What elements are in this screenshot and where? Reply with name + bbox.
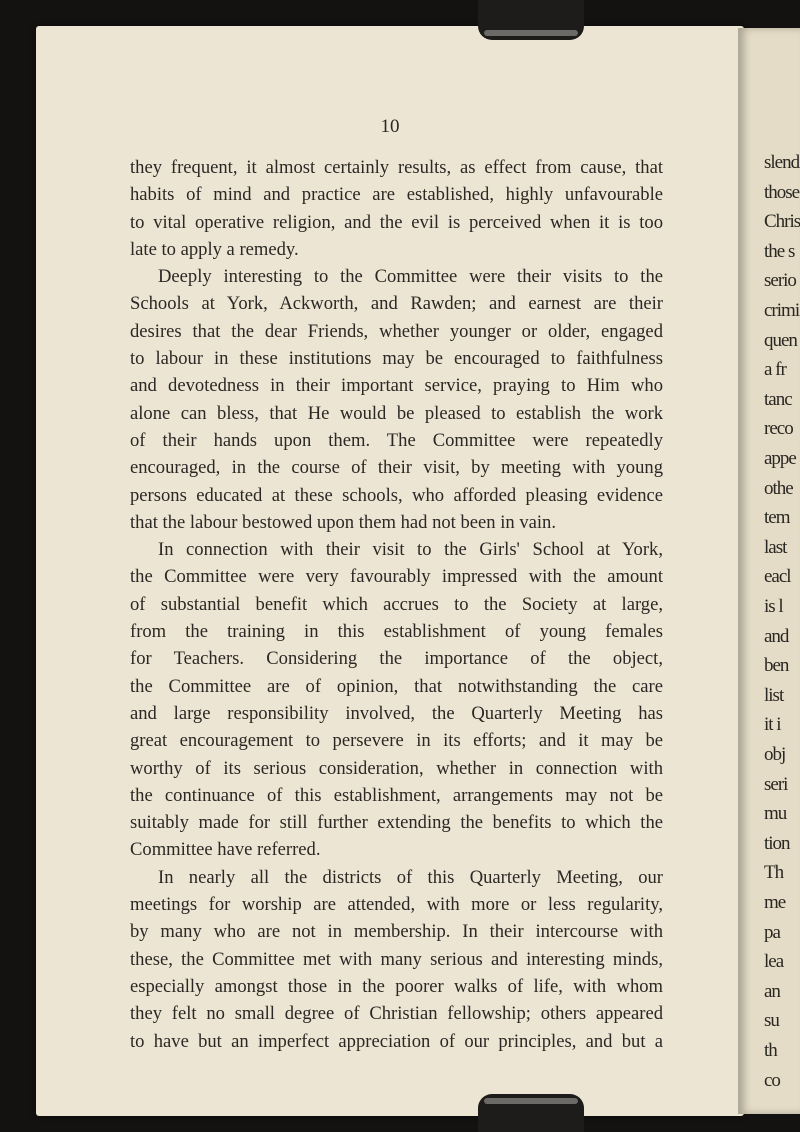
adjacent-page-word: othe [764, 477, 793, 499]
page-body-text [130, 154, 663, 1055]
binder-clip-top [478, 0, 584, 40]
adjacent-page-word: crimi [764, 300, 800, 321]
text-line: meetings for worship are attended, with more or less regularity, [130, 894, 663, 916]
adjacent-page-word: a fr [764, 359, 786, 381]
adjacent-page-word: is l [764, 596, 783, 617]
text-line: great encouragement to persevere in its efforts; and it may be [130, 730, 663, 752]
adjacent-page-word: quen [764, 329, 797, 351]
adjacent-page-word: eacl [764, 566, 791, 588]
book-page [36, 26, 744, 1116]
text-line: the Committee were very favourably impressed with the amount [130, 566, 663, 588]
adjacent-page-word: an [764, 980, 780, 1002]
text-line: late to apply a remedy. [130, 238, 299, 260]
text-line: they felt no small degree of Christian fellowship; others appeared [130, 1003, 663, 1025]
text-line: worthy of its serious consideration, whether in connection with [130, 757, 663, 779]
text-line: habits of mind and practice are established, highly unfavourable [130, 184, 663, 206]
text-line: for Teachers. Considering the importance of the object, [130, 648, 663, 670]
adjacent-page-word: seri [764, 773, 788, 795]
text-line: to have but an imperfect appreciation of our principles, and but a [130, 1030, 663, 1052]
adjacent-page-word: appe [764, 448, 796, 469]
adjacent-page-word: list [764, 684, 784, 706]
text-line: Committee have referred. [130, 839, 321, 861]
adjacent-page-word: the s [764, 240, 795, 262]
adjacent-page-word: Chris [764, 211, 800, 233]
text-line: of their hands upon them. The Committee were repeatedly [130, 429, 663, 451]
text-line: they frequent, it almost certainly results, as effect from cause, that [130, 157, 663, 178]
adjacent-page-word: tem [764, 507, 790, 529]
adjacent-page-word: tion [764, 832, 790, 854]
text-line: to vital operative religion, and the evil is perceived when it is too [130, 211, 663, 233]
text-line: and devotedness in their important service, praying to Him who [130, 375, 663, 397]
adjacent-page-word: those [764, 181, 800, 203]
adjacent-page-word: mu [764, 803, 787, 825]
adjacent-page-word: reco [764, 418, 793, 440]
adjacent-page-word: co [764, 1069, 780, 1091]
adjacent-page-word: me [764, 892, 786, 913]
text-line: that the labour bestowed upon them had not been in vain. [130, 511, 557, 533]
text-line: the continuance of this establishment, arrangements may not be [130, 784, 663, 806]
adjacent-page-word: obj [764, 744, 786, 765]
text-line: and large responsibility involved, the Quarterly Meeting has [130, 702, 663, 724]
text-line: of substantial benefit which accrues to the Society at large, [130, 593, 663, 615]
adjacent-page-word: pa [764, 921, 780, 943]
text-line: to labour in these institutions may be encouraged to faithfulness [130, 348, 663, 370]
text-line: Schools at York, Ackworth, and Rawden; and earnest are their [130, 293, 663, 315]
adjacent-page-word: th [764, 1040, 777, 1061]
adjacent-page-word: tanc [764, 388, 792, 410]
text-line: In connection with their visit to the Girls' School at York, [158, 539, 663, 561]
adjacent-page-word: su [764, 1010, 779, 1032]
text-line: especially amongst those in the poorer walks of life, with whom [130, 975, 663, 997]
text-line: desires that the dear Friends, whether younger or older, engaged [130, 320, 663, 342]
text-line: by many who are not in membership. In their intercourse with [130, 921, 663, 943]
text-line: encouraged, in the course of their visit, by meeting with young [130, 457, 663, 479]
adjacent-page-word: it i [764, 714, 781, 736]
text-line: from the training in this establishment of young females [130, 621, 663, 643]
text-line: suitably made for still further extending the benefits to which the [130, 812, 663, 834]
adjacent-page-word: lea [764, 951, 784, 973]
adjacent-page-word: last [764, 536, 787, 558]
adjacent-page-word: Th [764, 862, 784, 884]
adjacent-page-word: and [764, 625, 789, 647]
adjacent-page-edge [738, 28, 800, 1114]
adjacent-page-word: ben [764, 655, 789, 677]
text-line: alone can bless, that He would be pleased to establish the work [130, 402, 663, 424]
page-number: 10 [380, 116, 400, 137]
adjacent-page-word: slend [764, 152, 800, 173]
binder-clip-bottom [478, 1094, 584, 1132]
adjacent-page-word: serio [764, 270, 796, 292]
text-line: Deeply interesting to the Committee were their visits to the [158, 266, 663, 288]
text-line: In nearly all the districts of this Quarterly Meeting, our [158, 866, 663, 888]
text-line: the Committee are of opinion, that notwithstanding the care [130, 675, 663, 697]
text-line: these, the Committee met with many serious and interesting minds, [130, 948, 663, 970]
text-line: persons educated at these schools, who afforded pleasing evidence [130, 484, 663, 506]
